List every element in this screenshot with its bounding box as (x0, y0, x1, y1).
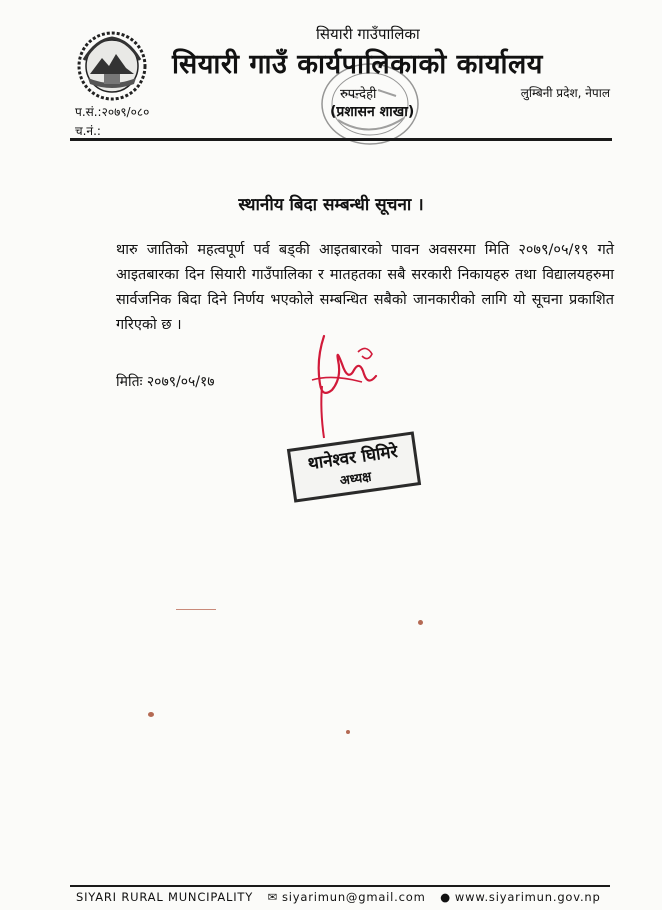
dispatch-number: च.नं.: (75, 124, 101, 138)
footer-org: SIYARI RURAL MUNCIPALITY (76, 890, 254, 904)
stamp-title: अध्यक्ष (339, 469, 373, 490)
scan-spot (418, 620, 423, 625)
reference-number: प.सं.:२०७९/०८० (75, 105, 150, 119)
footer-divider (70, 885, 610, 887)
notice-date: मितिः २०७९/०५/१७ (116, 374, 215, 390)
municipality-name: सियारी गाउँपालिका (316, 25, 420, 43)
stamp-name: थानेश्वर घिमिरे (306, 441, 399, 475)
office-title: सियारी गाउँ कार्यपालिकाको कार्यालय (172, 49, 543, 80)
nepal-emblem-icon (76, 30, 148, 102)
scan-spot (346, 730, 350, 734)
footer (76, 890, 611, 904)
signature-icon (302, 330, 382, 442)
notice-title: स्थानीय बिदा सम्बन्धी सूचना । (238, 195, 424, 215)
name-stamp (287, 431, 421, 502)
footer-email[interactable]: siyarimun@gmail.com (281, 890, 426, 904)
district-name: रुपन्देही (340, 87, 377, 102)
notice-body: थारु जातिको महत्वपूर्ण पर्व बड्की आइतबारको पावन अवसरमा मिति २०७९/०५/१९ गते आइतबारका दिन सियारी गाउँपालिका र मातहतका सबै सरकारी निकायहरु तथा विद्यालयहरुमा सार्वजनिक बिदा दिने निर्णय भएकोले सम्बन्धित सबैको जानकारीको लागि यो सूचना प्रकाशित गरिएको छ । (116, 242, 614, 333)
envelope-icon: ✉ (267, 890, 278, 904)
province-name: लुम्बिनी प्रदेश, नेपाल (520, 86, 610, 100)
header-divider (70, 138, 612, 141)
branch-name: (प्रशासन शाखा) (330, 104, 415, 120)
globe-icon: ● (440, 890, 451, 904)
scan-spot (148, 712, 154, 717)
scan-mark (176, 609, 216, 610)
footer-website[interactable]: www.siyarimun.gov.np (454, 890, 601, 904)
